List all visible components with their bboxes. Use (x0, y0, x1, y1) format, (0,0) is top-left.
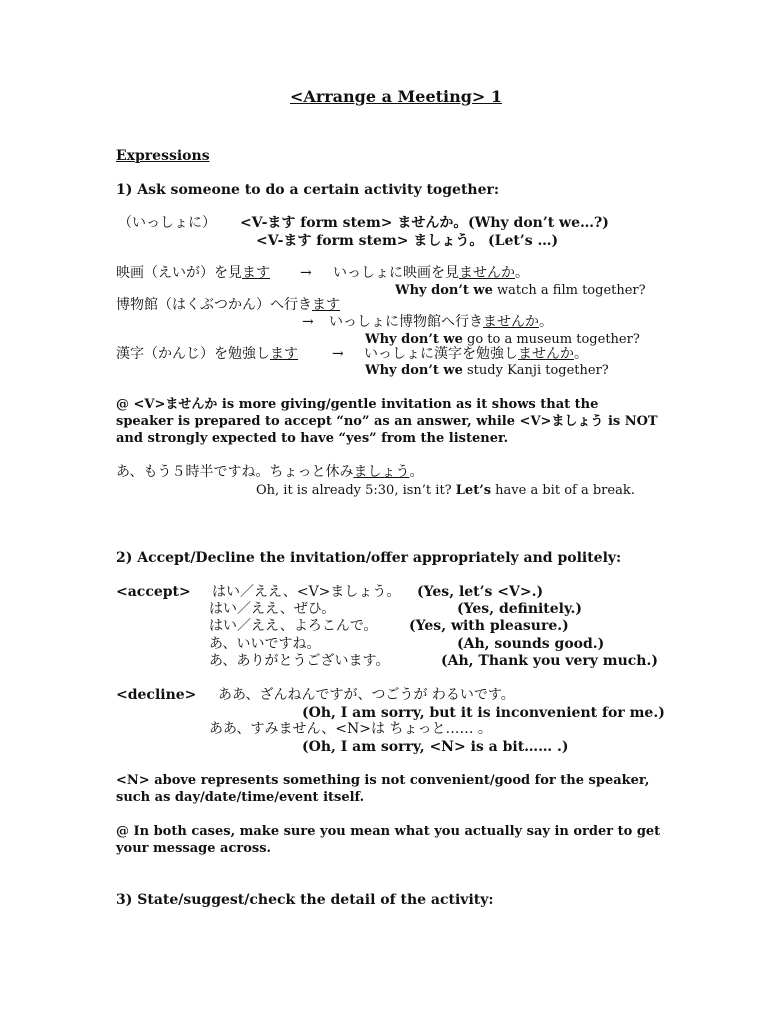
accept-en-3: (Yes, with pleasure.) (409, 618, 569, 634)
accept-jp-1: はい／ええ、<V>ましょう。 (212, 584, 401, 600)
example4-english-c: have a bit of a break. (491, 483, 635, 498)
decline-jp-1: ああ、ざんねんですが、つごうが わるいです。 (218, 687, 515, 703)
example3-period: 。 (574, 346, 588, 362)
example3-english (365, 364, 609, 377)
example3-stem: 漢字（かんじ）を勉強し (116, 346, 270, 362)
accept-label: <accept> (116, 584, 191, 600)
example2-plain (116, 298, 340, 312)
example3-english-bold: Why don’t we (365, 363, 463, 378)
example4-mashou: ましょう (353, 464, 410, 480)
example1-english (395, 284, 646, 297)
example1-stem: 映画（えいが）を見 (116, 265, 242, 281)
example4-stem: あ、もう５時半ですね。ちょっと休み (116, 464, 354, 480)
example2-invitation (329, 315, 553, 329)
accept-jp-5: あ、ありがとうございます。 (209, 653, 390, 669)
both-note-line-2: your message across. (116, 841, 272, 856)
note-line-1: @ <V>ませんか is more giving/gentle invitation as it shows that the (116, 397, 599, 412)
example2-masenka: ませんか (483, 314, 539, 330)
accept-en-4: (Ah, sounds good.) (457, 636, 605, 652)
example1-masu: ます (242, 265, 270, 281)
example2-invitation-stem: いっしょに博物館へ行き (329, 314, 483, 330)
n-note-line-2: such as day/date/time/event itself. (116, 790, 365, 805)
example1-english-bold: Why don’t we (395, 283, 493, 298)
example4-period: 。 (409, 464, 424, 480)
example3-invitation-stem: いっしょに漢字を勉強し (364, 346, 518, 362)
expressions-heading: Expressions (116, 148, 210, 164)
example2-english-bold: Why don’t we (365, 332, 463, 347)
note-line-2: speaker is prepared to accept “no” as an answer, while <V>ましょう is NOT (116, 414, 658, 429)
example2-english (365, 333, 640, 346)
section2-heading: 2) Accept/Decline the invitation/offer appropriately and politely: (116, 550, 622, 566)
example1-invitation-stem: いっしょに映画を見 (333, 265, 459, 281)
decline-label: <decline> (116, 687, 197, 703)
pattern2-english: (Let’s …) (488, 233, 559, 249)
example3-invitation (364, 347, 588, 361)
pattern2-form: <V-ます form stem> ましょう。 (256, 233, 484, 249)
example4-english-lets: Let’s (455, 483, 492, 498)
accept-en-5: (Ah, Thank you very much.) (441, 653, 658, 669)
arrow-2: → (302, 314, 314, 330)
accept-en-1: (Yes, let’s <V>.) (417, 584, 544, 600)
example1-masenka: ませんか (459, 265, 515, 281)
accept-jp-3: はい／ええ、よろこんで。 (209, 618, 378, 634)
example1-invitation (333, 266, 529, 280)
example2-english-rest: go to a museum together? (462, 332, 640, 347)
note-line-3: and strongly expected to have “yes” from the listener. (116, 431, 509, 446)
section1-heading: 1) Ask someone to do a certain activity together: (116, 182, 500, 198)
example2-stem: 博物館（はくぶつかん）へ行き (116, 297, 312, 313)
pattern1-english: (Why don’t we…?) (468, 215, 609, 231)
example1-plain (116, 266, 270, 280)
pattern1-prefix: （いっしょに） (118, 215, 216, 231)
example1-period: 。 (515, 265, 529, 281)
accept-en-2: (Yes, definitely.) (457, 601, 583, 617)
pattern1-form: <V-ます form stem> ませんか。 (240, 215, 468, 231)
arrow-3: → (332, 346, 344, 362)
example2-masu: ます (312, 297, 340, 313)
example2-period: 。 (539, 314, 553, 330)
section3-heading: 3) State/suggest/check the detail of the activity: (116, 892, 494, 908)
page-title: <Arrange a Meeting> 1 (290, 87, 503, 106)
both-note-line-1: @ In both cases, make sure you mean what you actually say in order to get (116, 824, 661, 839)
example3-masu: ます (270, 346, 298, 362)
accept-jp-2: はい／ええ、ぜひ。 (209, 601, 336, 617)
arrow-1: → (300, 265, 312, 281)
example3-plain (116, 347, 298, 361)
example4-english (256, 484, 635, 497)
decline-en-1: (Oh, I am sorry, but it is inconvenient for me.) (302, 705, 665, 721)
decline-jp-2: ああ、すみません、<N>は ちょっと…… 。 (209, 721, 492, 737)
example3-masenka: ませんか (518, 346, 574, 362)
example1-english-rest: watch a film together? (492, 283, 646, 298)
example3-english-rest: study Kanji together? (462, 363, 609, 378)
example4-japanese (116, 465, 423, 479)
example4-english-a: Oh, it is already 5:30, isn’t it? (256, 483, 456, 498)
decline-en-2: (Oh, I am sorry, <N> is a bit…… .) (302, 739, 569, 755)
accept-jp-4: あ、いいですね。 (209, 636, 321, 652)
n-note-line-1: <N> above represents something is not convenient/good for the speaker, (116, 773, 650, 788)
